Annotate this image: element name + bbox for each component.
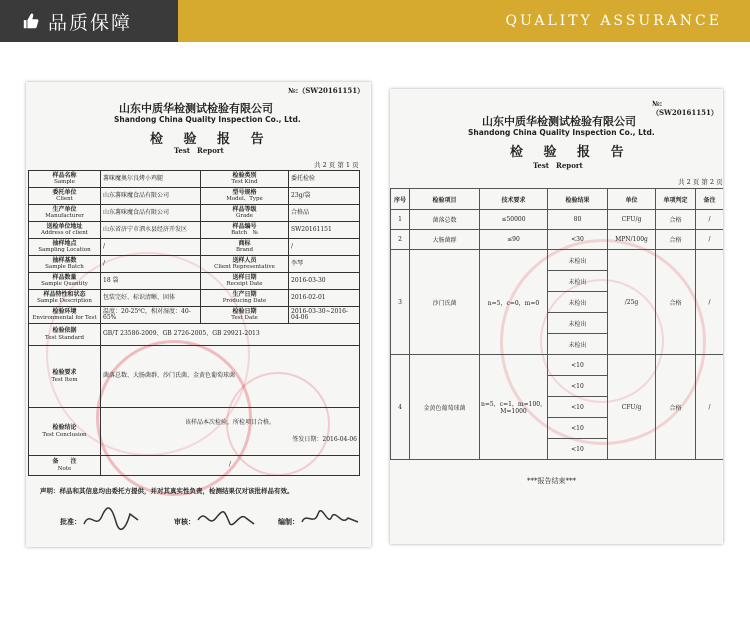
report-title-cn: 检 验 报 告 [150, 132, 272, 147]
table-row: <10 [391, 397, 724, 418]
review-signature [196, 506, 256, 532]
report-title-en: Test Report [533, 161, 583, 170]
thumbs-up-icon [22, 12, 40, 30]
table-row: 样品数量 Sample Quantity 18 袋 送样日期 Receipt Date 2016-03-30 [29, 273, 360, 290]
table-row: 送检单位地址 Address of client 山东省济宁市泗水县经济开发区 样品编号 Batch № SW20161151 [29, 222, 360, 239]
issue-date: 签发日期：2016-04-06 [292, 435, 357, 443]
approve-signature [82, 506, 142, 532]
company-name-cn: 山东中质华检测试检验有限公司 [482, 115, 636, 128]
header-gold-band [178, 0, 750, 42]
report-number: №:（SW20161151） [288, 86, 365, 95]
company-name-en: Shandong China Quality Inspection Co., Ltd. [114, 115, 301, 124]
table-row: 1 菌落总数 ≤50000 80 CFU/g 合格 / [391, 210, 724, 230]
page-indicator: 共 2 页 第 2 页 [678, 178, 723, 186]
header-title: 品质保障 [48, 11, 133, 34]
company-name-en: Shandong China Quality Inspection Co., Ltd. [468, 128, 655, 137]
report-number: №:（SW20161151） [652, 99, 718, 117]
conclusion-text: 该样品本次检验，所检项目合格。 [184, 419, 275, 426]
table-row: <10 [391, 418, 724, 439]
compile-signature [300, 506, 360, 532]
table-row: 委托单位 Client 山东薯咪魔食品有限公司 型号规格 Model、Type 23g/袋 [29, 188, 360, 205]
table-row: 检验结论 Test Conclusion 该样品本次检验，所检项目合格。 签发日期：2016-04-06 [29, 408, 360, 456]
table-row: 未检出 [391, 271, 724, 292]
report-page-1 [26, 82, 371, 547]
table-row: 2 大肠菌群 ≤90 <30 MPN/100g 合格 / [391, 230, 724, 250]
table-header-row: 序号 检验项目 技术要求 检验结果 单位 单项判定 备注 [391, 189, 724, 210]
header-title-block [0, 0, 178, 42]
approve-label: 批准： [60, 517, 81, 526]
table-row: 抽样地点 Sampling Location / 商标 Brand / [29, 239, 360, 256]
report-title-cn: 检 验 报 告 [510, 145, 632, 160]
table-row: 样品特性和状态 Sample Description 包装完好、标识清晰、固体 生产日期 Producing Date 2016-02-01 [29, 290, 360, 307]
table-row: 4 金黄色葡萄球菌 n=5，c=1，m=100， M=1000 <10 CFU/g 合格 / [391, 355, 724, 376]
table-row: 抽样基数 Sample Batch / 送样人员 Client Representative 李琴 [29, 256, 360, 273]
table-row: 未检出 [391, 313, 724, 334]
table-row: 检验要求 Test Item 菌落总数、大肠菌群、沙门氏菌、金黄色葡萄球菌 [29, 346, 360, 408]
table-row: 样品名称 Sample 薯咪魔奥尔良烤小鸡腿 检验类别 Test Kind 委托检验 [29, 171, 360, 188]
company-name-cn: 山东中质华检测试检验有限公司 [119, 102, 273, 115]
table-row: 3 沙门氏菌 n=5，c=0，m=0 未检出 /25g 合格 / [391, 250, 724, 271]
report-page-2 [390, 89, 723, 544]
compile-label: 编制： [278, 517, 299, 526]
review-label: 审核： [174, 517, 195, 526]
table-row: 生产单位 Manufacturer 山东薯咪魔食品有限公司 样品等级 Grade 合格品 [29, 205, 360, 222]
table-row: 检验依据 Test Standard GB/T 23586-2009、GB 2726-2005、GB 29921-2013 [29, 324, 360, 346]
report-title-en: Test Report [174, 146, 224, 155]
test-results-table [390, 188, 723, 460]
page-indicator: 共 2 页 第 1 页 [314, 161, 359, 169]
table-row: 检验环境 Environmental for Test 温度：20-25℃，相对湿度：40-65% 检验日期 Test Date 2016-03-30~2016-04-06 [29, 307, 360, 324]
statement-footnote: 声明：样品和其信息均由委托方提供，并对其真实性负责，检测结果仅对该批样品有效。 [40, 487, 294, 495]
page-header [0, 0, 750, 42]
table-row: 未检出 [391, 292, 724, 313]
table-row: 备 注 Note / [29, 456, 360, 476]
sample-info-table [28, 170, 360, 476]
table-row: <10 [391, 376, 724, 397]
report-end-marker: ***报告结束*** [527, 477, 576, 485]
table-row: <10 [391, 439, 724, 460]
table-row: 未检出 [391, 334, 724, 355]
header-subtitle: QUALITY ASSURANCE [505, 13, 722, 29]
